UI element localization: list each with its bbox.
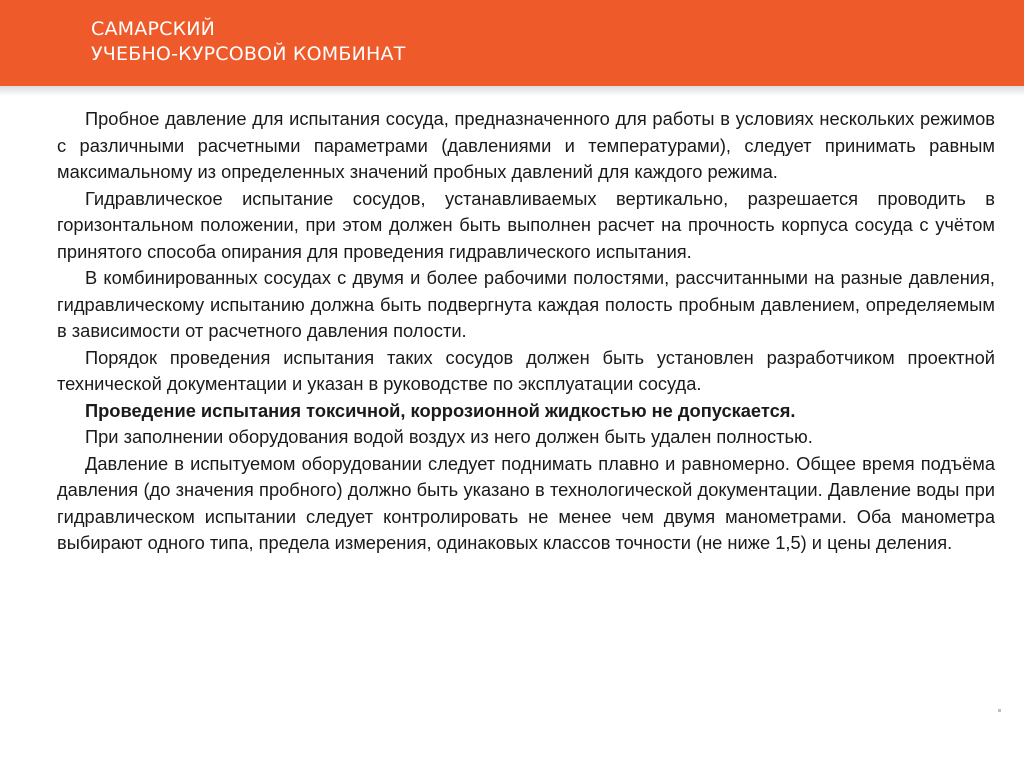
- paragraph-7: Давление в испытуемом оборудовании следует поднимать плавно и равномерно. Общее время подъёма давления (до значения пробного) должно быть указано в технологической документации. Давление воды при гидравлическом испытании следует контролировать не менее чем двумя манометрами. Оба манометра выбирают одного типа, предела измерения, одинаковых классов точности (не ниже 1,5) и цены деления.: [57, 452, 995, 553]
- paragraph-4: Порядок проведения испытания таких сосудов должен быть установлен разработчиком проектной технической документации и указан в руководстве по эксплуатации сосуда.: [57, 346, 995, 394]
- brand-line-2: УЧЕБНО-КУРСОВОЙ КОМБИНАТ: [91, 43, 406, 65]
- paragraph-5-bold-warning: Проведение испытания токсичной, коррозионной жидкостью не допускается.: [85, 399, 796, 421]
- header-bar: [0, 0, 1024, 86]
- slide-marker-dot: [998, 709, 1001, 712]
- brand-logo-text: [91, 17, 406, 67]
- paragraph-2: Гидравлическое испытание сосудов, устанавливаемых вертикально, разрешается проводить в горизонтальном положении, при этом должен быть выполнен расчет на прочность корпуса сосуда с учётом принятого способа опирания для проведения гидравлического испытания.: [57, 187, 995, 262]
- paragraph-3: В комбинированных сосудах с двумя и более рабочими полостями, рассчитанными на разные давления, гидравлическому испытанию должна быть подвергнута каждая полость пробным давлением, определяемым в зависимости от расчетного давления полости.: [57, 267, 995, 341]
- paragraph-6: При заполнении оборудования водой воздух из него должен быть удален полностью.: [85, 426, 813, 447]
- header-shadow: [0, 86, 1024, 96]
- brand-line-1: САМАРСКИЙ: [91, 18, 216, 40]
- body-text: [57, 106, 995, 557]
- paragraph-1: Пробное давление для испытания сосуда, предназначенного для работы в условиях нескольких режимов с различными расчетными параметрами (давлениями и температурами), следует принимать равным максимальному из определенных значений пробных давлений для каждого режима.: [57, 108, 995, 182]
